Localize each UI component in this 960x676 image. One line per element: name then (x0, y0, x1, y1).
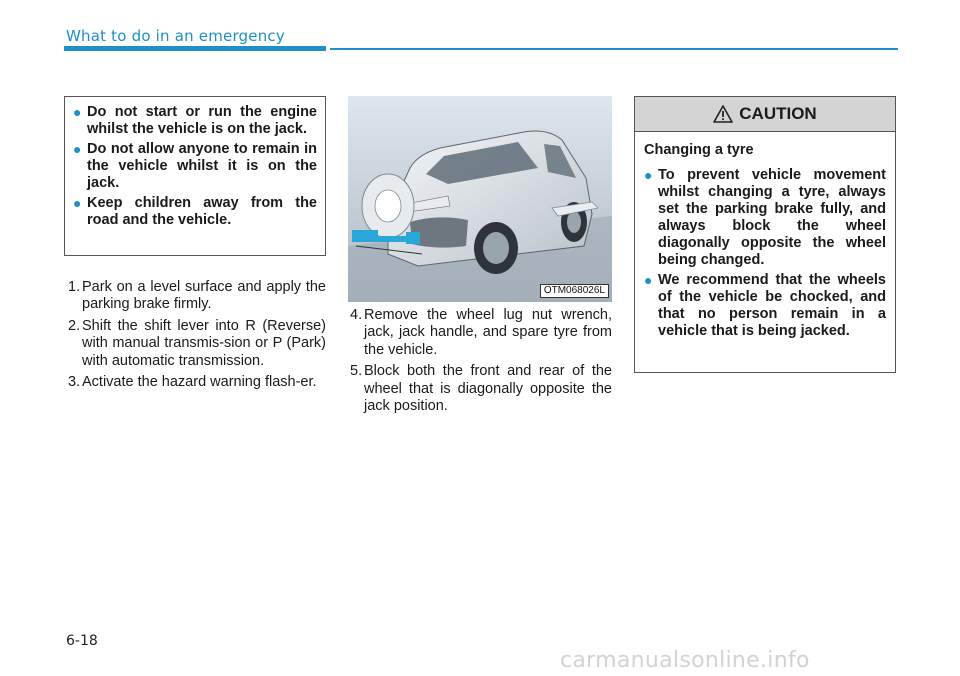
section-title: What to do in an emergency (66, 27, 285, 45)
warning-box (64, 96, 326, 256)
caution-item: ● We recommend that the wheels of the vehicle be chocked, and that no person remain in a vehicle that is being jacked. (644, 272, 886, 339)
page-number: 6-18 (66, 633, 98, 649)
step-item: 1. Park on a level surface and apply the parking brake firmly. (68, 279, 326, 313)
bullet-icon: ● (73, 104, 82, 120)
step-item: 3. Activate the hazard warning flash-er. (68, 374, 317, 391)
step-item: 2. Shift the shift lever into R (Reverse) with manual transmis-sion or P (Park) with automatic transmission. (68, 317, 326, 369)
steps-middle (350, 307, 612, 419)
caution-title: CAUTION (739, 104, 817, 123)
caution-body (635, 132, 895, 340)
step-item: 5. Block both the front and rear of the wheel that is diagonally opposite the jack position. (350, 363, 612, 415)
header-bar-thin (330, 48, 898, 50)
figure-suv-jack (348, 96, 612, 302)
caution-list (644, 167, 886, 340)
warning-list (73, 104, 317, 229)
warning-item: ● Do not start or run the engine whilst the vehicle is on the jack. (73, 104, 317, 137)
caution-header (635, 97, 895, 132)
steps-left (68, 279, 326, 395)
caution-subtitle: Changing a tyre (644, 142, 754, 158)
step-item: 4. Remove the wheel lug nut wrench, jack, jack handle, and spare tyre from the vehicle. (350, 307, 612, 358)
figure-code: OTM068026L (540, 284, 609, 298)
watermark: carmanualsonline.info (560, 648, 810, 673)
bullet-icon: ● (73, 141, 82, 157)
warning-item: ● Keep children away from the road and the vehicle. (73, 195, 317, 228)
warning-item: ● Do not allow anyone to remain in the vehicle whilst it is on the jack. (73, 141, 317, 191)
suv-illustration (348, 96, 612, 302)
bullet-icon: ● (644, 167, 653, 183)
warning-triangle-icon (713, 105, 733, 123)
caution-item: ● To prevent vehicle movement whilst changing a tyre, always set the parking brake fully, and always block the wheel diagonally opposite the wheel being changed. (644, 167, 886, 268)
header-bar-thick (64, 46, 326, 51)
bullet-icon: ● (73, 195, 82, 211)
bullet-icon: ● (644, 272, 653, 288)
caution-box (634, 96, 896, 373)
